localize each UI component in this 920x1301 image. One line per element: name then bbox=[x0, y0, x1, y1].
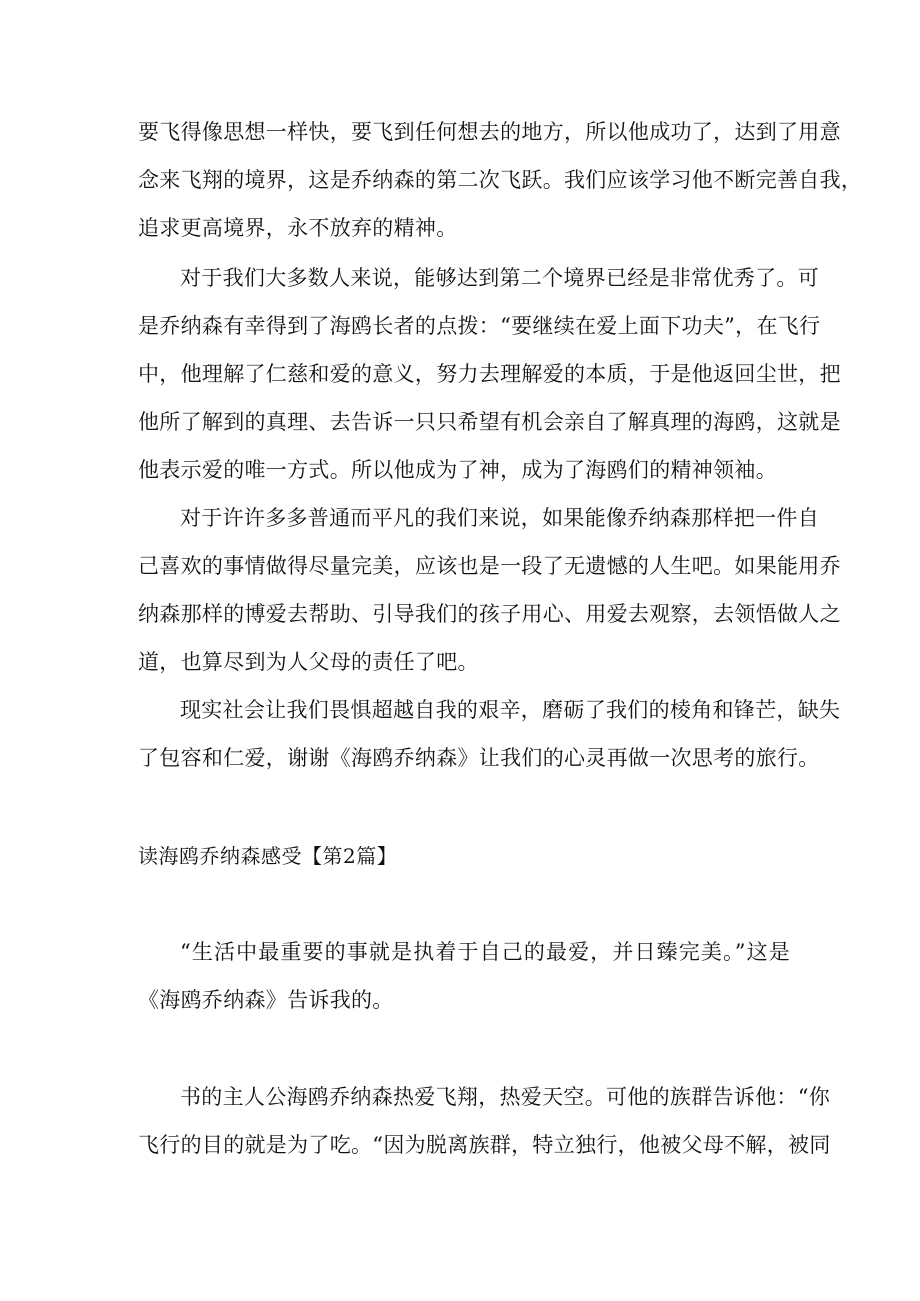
paragraph-line: “生活中最重要的事就是执着于自己的最爱，并日臻完美。”这是 bbox=[180, 940, 790, 964]
paragraph-line: 纳森那样的博爱去帮助、引导我们的孩子用心、用爱去观察，去领悟做人之 bbox=[138, 602, 841, 626]
paragraph-line: 对于许许多多普通而平凡的我们来说，如果能像乔纳森那样把一件自 bbox=[180, 506, 819, 530]
paragraph-line: 念来飞翔的境界，这是乔纳森的第二次飞跃。我们应该学习他不断完善自我， bbox=[138, 168, 863, 192]
paragraph-line: 中，他理解了仁慈和爱的意义，努力去理解爱的本质，于是他返回尘世，把 bbox=[138, 362, 841, 386]
paragraph-line: 追求更高境界，永不放弃的精神。 bbox=[138, 216, 458, 240]
paragraph-line: 现实社会让我们畏惧超越自我的艰辛，磨砺了我们的棱角和锋芒，缺失 bbox=[180, 698, 841, 722]
paragraph-line: 了包容和仁爱，谢谢《海鸥乔纳森》让我们的心灵再做一次思考的旅行。 bbox=[138, 746, 820, 770]
paragraph-line: 飞行的目的就是为了吃。“因为脱离族群，特立独行，他被父母不解，被同 bbox=[138, 1133, 831, 1157]
paragraph-line: 要飞得像思想一样快，要飞到任何想去的地方，所以他成功了，达到了用意 bbox=[138, 120, 841, 144]
paragraph-line: 《海鸥乔纳森》告诉我的。 bbox=[138, 988, 394, 1012]
paragraph-line: 己喜欢的事情做得尽量完美，应该也是一段了无遗憾的人生吧。如果能用乔 bbox=[138, 554, 841, 578]
paragraph-line: 书的主人公海鸥乔纳森热爱飞翔，热爱天空。可他的族群告诉他：“你 bbox=[180, 1085, 831, 1109]
paragraph-line: 他所了解到的真理、去告诉一只只希望有机会亲自了解真理的海鸥，这就是 bbox=[138, 410, 841, 434]
paragraph-line: 对于我们大多数人来说，能够达到第二个境界已经是非常优秀了。可 bbox=[180, 266, 819, 290]
paragraph-line: 是乔纳森有幸得到了海鸥长者的点拨：“要继续在爱上面下功夫”，在飞行 bbox=[138, 314, 821, 338]
paragraph-line: 道，也算尽到为人父母的责任了吧。 bbox=[138, 650, 479, 674]
paragraph-line: 他表示爱的唯一方式。所以他成为了神，成为了海鸥们的精神领袖。 bbox=[138, 458, 777, 482]
section-heading: 读海鸥乔纳森感受【第2篇】 bbox=[138, 844, 398, 868]
